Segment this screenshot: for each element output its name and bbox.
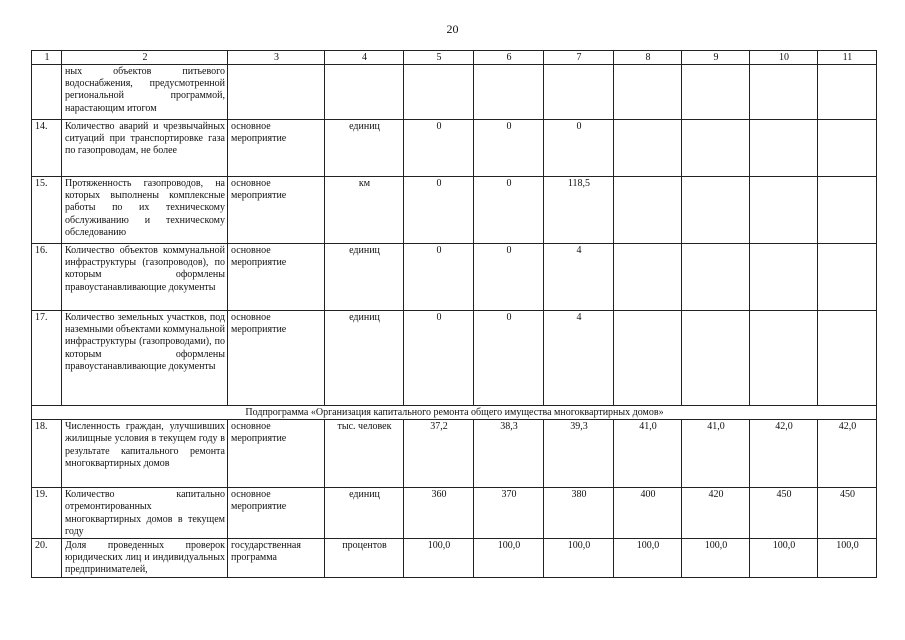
- page-number: 20: [446, 22, 459, 36]
- column-number: 2: [62, 51, 228, 65]
- subprogram-title: Подпрограмма «Организация капитального ремонта общего имущества многоквартирных домов»: [32, 406, 877, 420]
- value-cell: [682, 177, 750, 244]
- value-cell: 420: [682, 488, 750, 539]
- value-cell: 100,0: [474, 539, 544, 578]
- value-cell: [818, 311, 877, 406]
- row-number: 18.: [32, 420, 62, 488]
- row-number: 14.: [32, 120, 62, 177]
- value-cell: 0: [474, 244, 544, 311]
- row-number: 17.: [32, 311, 62, 406]
- unit-of-measure: тыс. человек: [325, 420, 404, 488]
- value-cell: 0: [404, 177, 474, 244]
- indicator-name: Доля проведенных проверок юридических лиц и индивидуальных предпринимателей,: [62, 539, 228, 578]
- value-cell: 39,3: [544, 420, 614, 488]
- unit-of-measure: единиц: [325, 120, 404, 177]
- indicator-type: основное мероприятие: [228, 311, 325, 406]
- column-number: 8: [614, 51, 682, 65]
- value-cell: 38,3: [474, 420, 544, 488]
- value-cell: 100,0: [614, 539, 682, 578]
- value-cell: 450: [750, 488, 818, 539]
- value-cell: 100,0: [818, 539, 877, 578]
- value-cell: [614, 177, 682, 244]
- subprogram-title-row: [32, 406, 877, 420]
- column-number: 7: [544, 51, 614, 65]
- table-row: [32, 539, 877, 578]
- value-cell: 41,0: [614, 420, 682, 488]
- column-number: 5: [404, 51, 474, 65]
- indicator-type: государственная программа: [228, 539, 325, 578]
- indicator-name: ных объектов питьевого водоснабжения, предусмотренной региональной программой, нарастающим итогом: [62, 65, 228, 120]
- value-cell: 380: [544, 488, 614, 539]
- indicators-table: [31, 50, 877, 578]
- column-number: 1: [32, 51, 62, 65]
- value-cell: [818, 244, 877, 311]
- value-cell: 0: [404, 311, 474, 406]
- value-cell: 450: [818, 488, 877, 539]
- table-row: [32, 120, 877, 177]
- column-number: 4: [325, 51, 404, 65]
- value-cell: 100,0: [544, 539, 614, 578]
- value-cell: 360: [404, 488, 474, 539]
- unit-of-measure: км: [325, 177, 404, 244]
- value-cell: 41,0: [682, 420, 750, 488]
- value-cell: [818, 177, 877, 244]
- value-cell: 0: [474, 120, 544, 177]
- column-number: 11: [818, 51, 877, 65]
- value-cell: [682, 311, 750, 406]
- value-cell: [682, 244, 750, 311]
- value-cell: [614, 120, 682, 177]
- value-cell: 4: [544, 311, 614, 406]
- value-cell: 100,0: [750, 539, 818, 578]
- table-row: [32, 244, 877, 311]
- indicator-name: Численность граждан, улучшивших жилищные условия в текущем году в результате капитального ремонта многоквартирных домов: [62, 420, 228, 488]
- value-cell: 400: [614, 488, 682, 539]
- column-number: 3: [228, 51, 325, 65]
- indicator-type: основное мероприятие: [228, 244, 325, 311]
- indicator-name: Протяженность газопроводов, на которых выполнены комплексные работы по их техническому обслуживанию и техническому обследованию: [62, 177, 228, 244]
- indicator-type: основное мероприятие: [228, 177, 325, 244]
- indicator-type: основное мероприятие: [228, 488, 325, 539]
- value-cell: [614, 244, 682, 311]
- row-number: 20.: [32, 539, 62, 578]
- column-number: 6: [474, 51, 544, 65]
- unit-of-measure: процентов: [325, 539, 404, 578]
- value-cell: 4: [544, 244, 614, 311]
- row-number: 16.: [32, 244, 62, 311]
- table-row: [32, 311, 877, 406]
- unit-of-measure: единиц: [325, 311, 404, 406]
- table-row: [32, 488, 877, 539]
- value-cell: 0: [474, 177, 544, 244]
- value-cell: 118,5: [544, 177, 614, 244]
- value-cell: 0: [404, 120, 474, 177]
- value-cell: 37,2: [404, 420, 474, 488]
- value-cell: 0: [404, 244, 474, 311]
- value-cell: [750, 177, 818, 244]
- indicator-name: Количество аварий и чрезвычайных ситуаций при транспортировке газа по газопроводам, не более: [62, 120, 228, 177]
- indicator-name: Количество объектов коммунальной инфраструктуры (газопроводов), по которым оформлены правоустанавливающие документы: [62, 244, 228, 311]
- table-row-continuation: [32, 65, 877, 120]
- column-number-row: [32, 51, 877, 65]
- unit-of-measure: единиц: [325, 244, 404, 311]
- indicator-type: основное мероприятие: [228, 420, 325, 488]
- row-number: 15.: [32, 177, 62, 244]
- value-cell: [750, 244, 818, 311]
- value-cell: 42,0: [818, 420, 877, 488]
- indicator-type: основное мероприятие: [228, 120, 325, 177]
- value-cell: 100,0: [682, 539, 750, 578]
- column-number: 9: [682, 51, 750, 65]
- value-cell: 0: [474, 311, 544, 406]
- value-cell: 370: [474, 488, 544, 539]
- value-cell: 0: [544, 120, 614, 177]
- indicator-name: Количество капитально отремонтированных многоквартирных домов в текущем году: [62, 488, 228, 539]
- row-number: 19.: [32, 488, 62, 539]
- indicator-name: Количество земельных участков, под наземными объектами коммунальной инфраструктуры (газопроводами), по которым оформлены правоустанавливающие документы: [62, 311, 228, 406]
- value-cell: [750, 120, 818, 177]
- column-number: 10: [750, 51, 818, 65]
- unit-of-measure: единиц: [325, 488, 404, 539]
- table-row: [32, 420, 877, 488]
- value-cell: 100,0: [404, 539, 474, 578]
- value-cell: [682, 120, 750, 177]
- value-cell: [818, 120, 877, 177]
- value-cell: [750, 311, 818, 406]
- value-cell: 42,0: [750, 420, 818, 488]
- table-row: [32, 177, 877, 244]
- value-cell: [614, 311, 682, 406]
